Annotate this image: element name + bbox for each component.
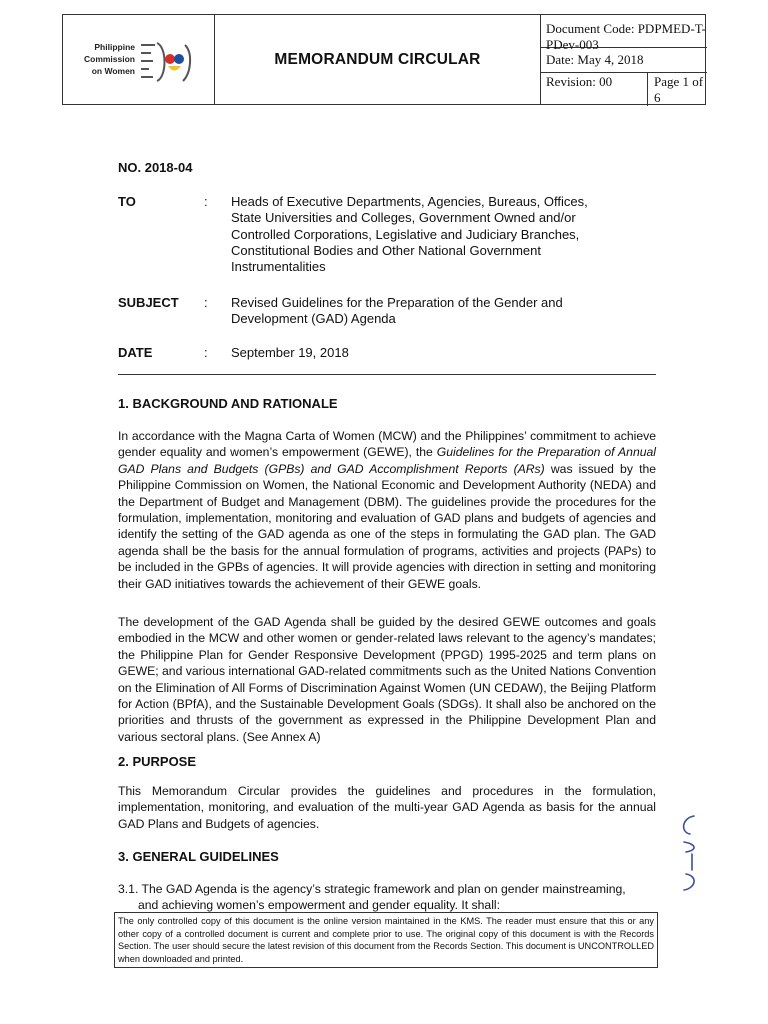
org-name: Philippine Commission on Women	[83, 42, 135, 76]
document-header	[62, 14, 706, 105]
to-label: TO	[118, 194, 136, 209]
memo-number: NO. 2018-04	[118, 160, 193, 175]
handwritten-initials-icon	[672, 808, 710, 894]
page-number: Page 1 of 6	[647, 73, 707, 106]
to-colon: :	[204, 194, 208, 209]
date-value: September 19, 2018	[231, 345, 349, 360]
subject-colon: :	[204, 295, 208, 310]
document-title: MEMORANDUM CIRCULAR	[274, 50, 481, 68]
doc-code: Document Code: PDPMED-T-PDev-003	[541, 15, 707, 48]
subject-label: SUBJECT	[118, 295, 179, 310]
section-2-paragraph: This Memorandum Circular provides the guidelines and procedures in the formulation, implementation, monitoring, and evaluation of the multi-year GAD Agenda as basis for the annual GAD Plans and Budgets of agencies.	[118, 784, 656, 831]
doc-date: Date: May 4, 2018	[541, 48, 707, 73]
revision-row	[541, 73, 707, 106]
logo-cell	[63, 15, 215, 104]
pcw-logo-icon	[137, 39, 193, 85]
section-3-1-item: 3.1. The GAD Agenda is the agency’s strategic framework and plan on gender mainstreaming, and achieving women’s empowerment and gender equality. It shall:	[118, 882, 626, 913]
section-1-paragraph-2: The development of the GAD Agenda shall be guided by the desired GEWE outcomes and goals embodied in the MCW and other women or gender-related laws relevant to the agency’s mandates; the Philippine Plan for Gender Responsive Development (PPGD) 1995-2025 and term plans on GEWE; and various international GAD-related commitments such as the United Nations Convention on the Elimination of All Forms of Discrimination Against Women (UN CEDAW), the Beijing Platform for Action (BPfA), and the Sustainable Development Goals (SDGs). It shall also be anchored on the priorities and thrusts of the government as expressed in the Philippine Development Plan and various sectoral plans. (See Annex A)	[118, 615, 656, 744]
section-3-heading: 3. GENERAL GUIDELINES	[118, 849, 279, 864]
revision: Revision: 00	[546, 74, 613, 89]
to-recipients: Heads of Executive Departments, Agencies, Bureaus, Offices, State Universities and Colleges, Government Owned and/or Controlled Corporations, Legislative and Judiciary Branches, Constitutional Bodies and Other National Government Instrumentalities	[231, 194, 588, 275]
section-2-heading: 2. PURPOSE	[118, 754, 197, 769]
section-1-heading: 1. BACKGROUND AND RATIONALE	[118, 396, 338, 411]
title-cell	[215, 15, 541, 104]
document-meta	[541, 15, 707, 104]
section-1-paragraph-1: In accordance with the Magna Carta of Women (MCW) and the Philippines’ commitment to achieve gender equality and women’s empowerment (GEWE), the Guidelines for the Preparation of Annual GAD Plans and Budgets (GPBs) and GAD Accomplishment Reports (ARs) was issued by the Philippine Commission on Women, the National Economic and Development Authority (NEDA) and the Department of Budget and Management (DBM). The guidelines provide the procedures for the formulation, implementation, monitoring and evaluation of GAD plans and budgets of agencies and identify the setting of the GAD agenda as one of the steps in formulating the GAD plan. The GAD agenda shall be the basis for the annual formulation of programs, activities and projects (PAPs) to be included in the GPBs of agencies. It will provide agencies with direction in setting and monitoring their GAD initiatives towards the achievement of their GEWE goals.	[118, 429, 657, 591]
divider-line	[118, 374, 656, 375]
controlled-copy-notice: The only controlled copy of this document is the online version maintained in the KMS. The reader must ensure that this or any other copy of a controlled document is current and complete prior to use. The original copy of this document is with the Records Section. The user should secure the latest revision of this document from the Records Section. This document is UNCONTROLLED when downloaded and printed.	[114, 912, 658, 968]
date-label: DATE	[118, 345, 153, 360]
date-colon: :	[204, 345, 208, 360]
subject-text: Revised Guidelines for the Preparation of the Gender and Development (GAD) Agenda	[231, 295, 563, 327]
